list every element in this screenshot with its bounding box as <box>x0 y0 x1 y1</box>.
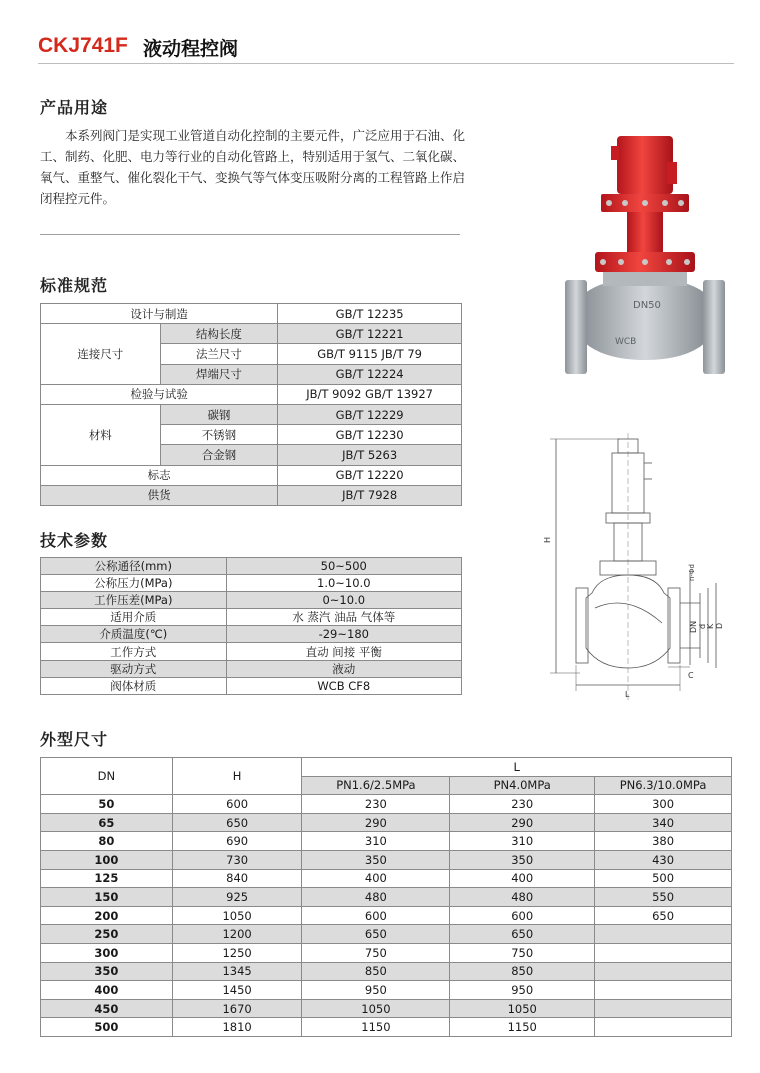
table-cell: 230 <box>302 795 450 814</box>
table-cell: 400 <box>302 869 450 888</box>
table-row <box>41 850 732 869</box>
valve-body <box>585 278 705 360</box>
table-cell: 290 <box>450 813 595 832</box>
table-cell <box>595 962 732 981</box>
table-cell: 650 <box>450 925 595 944</box>
table-cell: 400 <box>450 869 595 888</box>
table-cell: GB/T 12235 <box>278 304 462 324</box>
table-cell: GB/T 12229 <box>278 404 462 424</box>
table-cell: 250 <box>41 925 173 944</box>
table-cell <box>595 943 732 962</box>
table-header: PN1.6/2.5MPa <box>302 776 450 795</box>
table-cell: 650 <box>172 813 302 832</box>
table-cell: 600 <box>450 906 595 925</box>
table-header: H <box>172 758 302 795</box>
table-cell: 焊端尺寸 <box>160 364 278 384</box>
table-cell: 材料 <box>41 404 161 465</box>
table-cell: JB/T 9092 GB/T 13927 <box>278 384 462 404</box>
table-cell: 100 <box>41 850 173 869</box>
table-cell: 550 <box>595 888 732 907</box>
table-header: PN6.3/10.0MPa <box>595 776 732 795</box>
table-row <box>41 832 732 851</box>
table-header: L <box>302 758 732 777</box>
table-cell: 结构长度 <box>160 324 278 344</box>
table-cell: 50 <box>41 795 173 814</box>
standards-title: 标准规范 <box>40 276 109 295</box>
table-cell: 驱动方式 <box>41 660 227 677</box>
table-cell: GB/T 12224 <box>278 364 462 384</box>
table-cell: 1200 <box>172 925 302 944</box>
table-cell: 450 <box>41 999 173 1018</box>
table-cell: 350 <box>302 850 450 869</box>
table-cell: 直动 间接 平衡 <box>226 643 461 660</box>
tech-title: 技术参数 <box>40 531 109 550</box>
table-cell: 650 <box>595 906 732 925</box>
dim-dn-label: DN <box>689 620 698 633</box>
table-cell: 公称压力(MPa) <box>41 575 227 592</box>
table-cell: 350 <box>450 850 595 869</box>
table-cell: 480 <box>450 888 595 907</box>
table-cell: 500 <box>41 1018 173 1037</box>
table-cell: 650 <box>302 925 450 944</box>
usage-title: 产品用途 <box>40 98 109 117</box>
table-cell: 400 <box>41 981 173 1000</box>
table-cell: 850 <box>450 962 595 981</box>
table-cell: 0~10.0 <box>226 592 461 609</box>
table-cell: 1050 <box>302 999 450 1018</box>
table-row <box>41 943 732 962</box>
dim-k-label: K <box>706 623 715 629</box>
table-row <box>41 925 732 944</box>
table-cell: 50~500 <box>226 558 461 575</box>
table-cell: 公称通径(mm) <box>41 558 227 575</box>
tech-table <box>40 557 462 695</box>
table-cell: 供货 <box>41 485 278 505</box>
table-cell: 检验与试验 <box>41 384 278 404</box>
valve-photo <box>555 128 735 388</box>
table-cell: 125 <box>41 869 173 888</box>
table-cell: 1150 <box>302 1018 450 1037</box>
table-cell: 380 <box>595 832 732 851</box>
table-cell: 介质温度(℃) <box>41 626 227 643</box>
actuator-yoke <box>627 212 663 252</box>
table-row <box>41 962 732 981</box>
table-row <box>41 404 462 424</box>
table-cell: 840 <box>172 869 302 888</box>
table-row <box>41 677 462 694</box>
valve-drawing <box>540 433 735 708</box>
table-cell: 1150 <box>450 1018 595 1037</box>
table-header: PN4.0MPa <box>450 776 595 795</box>
table-cell: 950 <box>450 981 595 1000</box>
table-cell: 200 <box>41 906 173 925</box>
table-cell: 230 <box>450 795 595 814</box>
page-header <box>38 30 734 64</box>
product-model: CKJ741F <box>38 34 128 57</box>
table-cell <box>595 925 732 944</box>
table-cell: 连接尺寸 <box>41 324 161 385</box>
table-cell: 500 <box>595 869 732 888</box>
outlet-flange <box>703 280 725 374</box>
table-cell: 1810 <box>172 1018 302 1037</box>
table-cell: 340 <box>595 813 732 832</box>
table-row <box>41 888 732 907</box>
table-cell: 290 <box>302 813 450 832</box>
table-row <box>41 609 462 626</box>
table-cell: 1250 <box>172 943 302 962</box>
table-cell: 1050 <box>450 999 595 1018</box>
table-cell: 碳钢 <box>160 404 278 424</box>
inlet-flange <box>565 280 587 374</box>
table-cell: 1.0~10.0 <box>226 575 461 592</box>
dim-n-phi-d-label: n-Φd <box>688 564 696 581</box>
table-row <box>41 643 462 660</box>
table-cell: GB/T 9115 JB/T 79 <box>278 344 462 364</box>
table-cell: 690 <box>172 832 302 851</box>
table-cell: GB/T 12221 <box>278 324 462 344</box>
table-cell: 925 <box>172 888 302 907</box>
table-cell: 设计与制造 <box>41 304 278 324</box>
table-cell: 液动 <box>226 660 461 677</box>
table-cell: 350 <box>41 962 173 981</box>
table-cell: JB/T 7928 <box>278 485 462 505</box>
body-marking-dn: DN50 <box>633 300 661 311</box>
table-row <box>41 981 732 1000</box>
table-cell: 阀体材质 <box>41 677 227 694</box>
table-cell: 80 <box>41 832 173 851</box>
table-cell: 工作压差(MPa) <box>41 592 227 609</box>
table-cell: 65 <box>41 813 173 832</box>
table-cell: 480 <box>302 888 450 907</box>
table-cell: 标志 <box>41 465 278 485</box>
dimensions-table <box>40 757 732 1037</box>
table-cell: -29~180 <box>226 626 461 643</box>
table-cell <box>595 999 732 1018</box>
table-row <box>41 575 462 592</box>
table-row <box>41 660 462 677</box>
table-cell: 730 <box>172 850 302 869</box>
table-cell: 310 <box>302 832 450 851</box>
table-cell: JB/T 5263 <box>278 445 462 465</box>
dim-c-label: C <box>688 671 694 680</box>
dim-l-label: L <box>625 690 630 699</box>
table-cell: 不锈钢 <box>160 425 278 445</box>
product-name: 液动程控阀 <box>143 38 239 60</box>
table-row <box>41 626 462 643</box>
dimensions-title: 外型尺寸 <box>40 730 109 749</box>
usage-text: 本系列阀门是实现工业管道自动化控制的主要元件，广泛应用于石油、化工、制药、化肥、电力等行业的自动化管路上，特别适用于氢气、二氧化碳、氧气、重整气、催化裂化干气、变换气等气体变压吸附分离的工程管路上作启闭程控元件。 <box>40 128 466 206</box>
table-row <box>41 1018 732 1037</box>
table-cell: 300 <box>41 943 173 962</box>
table-cell: 310 <box>450 832 595 851</box>
table-cell: 950 <box>302 981 450 1000</box>
table-row <box>41 906 732 925</box>
table-cell: 法兰尺寸 <box>160 344 278 364</box>
table-row <box>41 999 732 1018</box>
table-row <box>41 869 732 888</box>
dim-d1-label: d <box>698 623 707 629</box>
table-cell: 430 <box>595 850 732 869</box>
dim-h-label: H <box>543 536 552 543</box>
table-cell: GB/T 12220 <box>278 465 462 485</box>
table-cell: 600 <box>302 906 450 925</box>
table-cell: 600 <box>172 795 302 814</box>
table-cell <box>595 981 732 1000</box>
table-row <box>41 324 462 344</box>
table-cell: 1450 <box>172 981 302 1000</box>
body-marking-wcb: WCB <box>615 337 637 347</box>
table-row <box>41 465 462 485</box>
table-cell: 合金钢 <box>160 445 278 465</box>
table-cell <box>595 1018 732 1037</box>
table-cell: 300 <box>595 795 732 814</box>
table-cell: 工作方式 <box>41 643 227 660</box>
table-row <box>41 758 732 777</box>
table-cell: 1050 <box>172 906 302 925</box>
table-cell: 750 <box>302 943 450 962</box>
dim-d2-label: D <box>715 622 724 629</box>
table-row <box>41 558 462 575</box>
table-cell: 150 <box>41 888 173 907</box>
table-header: DN <box>41 758 173 795</box>
table-cell: WCB CF8 <box>226 677 461 694</box>
table-cell: 1670 <box>172 999 302 1018</box>
usage-description <box>40 125 470 209</box>
table-cell: GB/T 12230 <box>278 425 462 445</box>
table-row <box>41 592 462 609</box>
table-row <box>41 384 462 404</box>
table-cell: 750 <box>450 943 595 962</box>
standards-table <box>40 303 462 506</box>
table-cell: 850 <box>302 962 450 981</box>
actuator-cylinder <box>617 136 673 194</box>
table-row <box>41 485 462 505</box>
table-cell: 适用介质 <box>41 609 227 626</box>
table-cell: 水 蒸汽 油品 气体等 <box>226 609 461 626</box>
table-cell: 1345 <box>172 962 302 981</box>
table-row <box>41 304 462 324</box>
table-row <box>41 795 732 814</box>
divider <box>40 234 460 235</box>
table-row <box>41 813 732 832</box>
